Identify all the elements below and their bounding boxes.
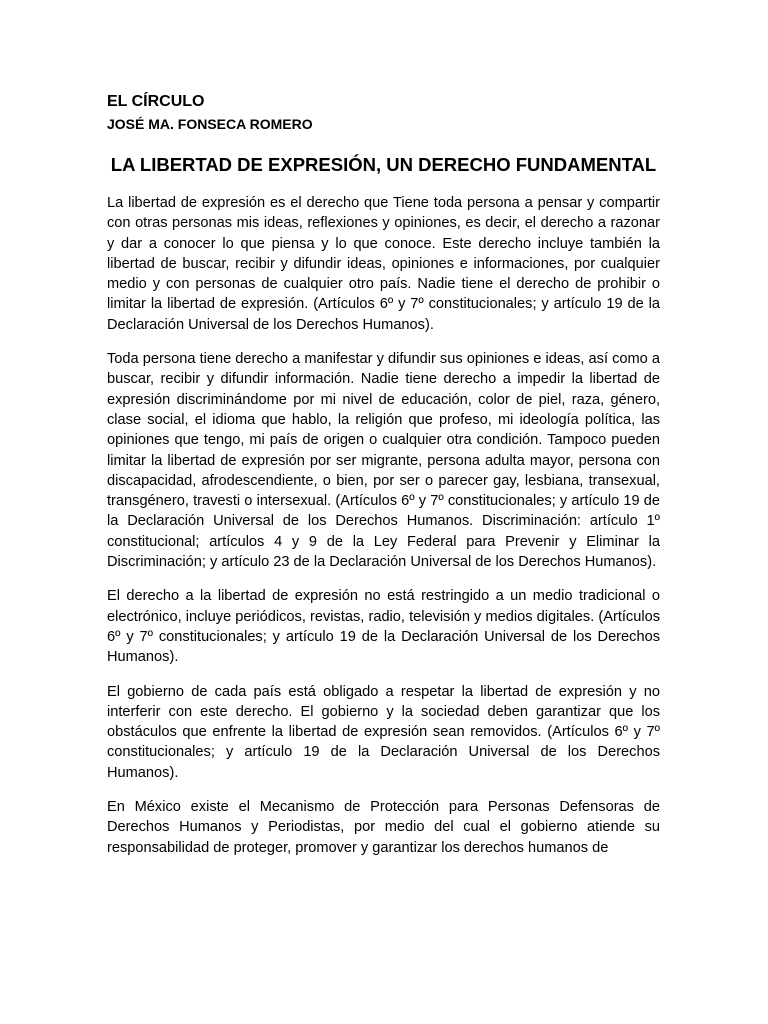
paragraph-5: En México existe el Mecanismo de Protección para Personas Defensoras de Derechos Humanos y Periodistas, por medio del cual el gobierno atiende su responsabilidad de proteger, promover y garantizar los derechos humanos de — [107, 799, 660, 856]
author-name: JOSÉ MA. FONSECA ROMERO — [107, 116, 313, 132]
document-title: LA LIBERTAD DE EXPRESIÓN, UN DERECHO FUNDAMENTAL — [110, 154, 657, 175]
document-page — [107, 92, 660, 858]
paragraph-1: La libertad de expresión es el derecho que Tiene toda persona a pensar y compartir con otras personas mis ideas, reflexiones y opiniones, es decir, el derecho a razonar y dar a conocer lo que piensa y lo que conoce. Este derecho incluye también la libertad de buscar, recibir y difundir ideas, opiniones e informaciones, por cualquier medio y con personas de cualquier otro país. Nadie tiene el derecho de prohibir o limitar la libertad de expresión. (Artículos 6º y 7º constitucionales; y artículo 19 de la Declaración Universal de los Derechos Humanos). — [107, 195, 660, 333]
paragraph-4: El gobierno de cada país está obligado a respetar la libertad de expresión y no interferir con este derecho. El gobierno y la sociedad deben garantizar que los obstáculos que enfrente la libertad de expresión sean removidos. (Artículos 6º y 7º constitucionales; y artículo 19 de la Declaración Universal de los Derechos Humanos). — [107, 683, 660, 781]
paragraph-2: Toda persona tiene derecho a manifestar y difundir sus opiniones e ideas, así como a buscar, recibir y difundir información. Nadie tiene derecho a impedir la libertad de expresión discriminándome por mi nivel de educación, color de piel, raza, género, clase social, el idioma que hablo, la religión que profeso, mi ideología política, las opiniones que tengo, mi país de origen o cualquier otra condición. Tampoco pueden limitar la libertad de expresión por ser migrante, persona adulta mayor, persona con discapacidad, afrodescendiente, o bien, por ser o parecer gay, lesbiana, transexual, transgénero, travesti o intersexual. (Artículos 6º y 7º constitucionales; y artículo 19 de la Declaración Universal de los Derechos Humanos. Discriminación: artículo 1º constitucional; artículos 4 y 9 de la Ley Federal para Prevenir y Eliminar la Discriminación; y artículo 23 de la Declaración Universal de los Derechos Humanos). — [107, 351, 660, 571]
publication-name: EL CÍRCULO — [107, 93, 205, 110]
paragraph-3: El derecho a la libertad de expresión no está restringido a un medio tradicional o electrónico, incluye periódicos, revistas, radio, televisión y medios digitales. (Artículos 6º y 7º constitucionales; y artículo 19 de la Declaración Universal de los Derechos Humanos). — [107, 588, 660, 666]
